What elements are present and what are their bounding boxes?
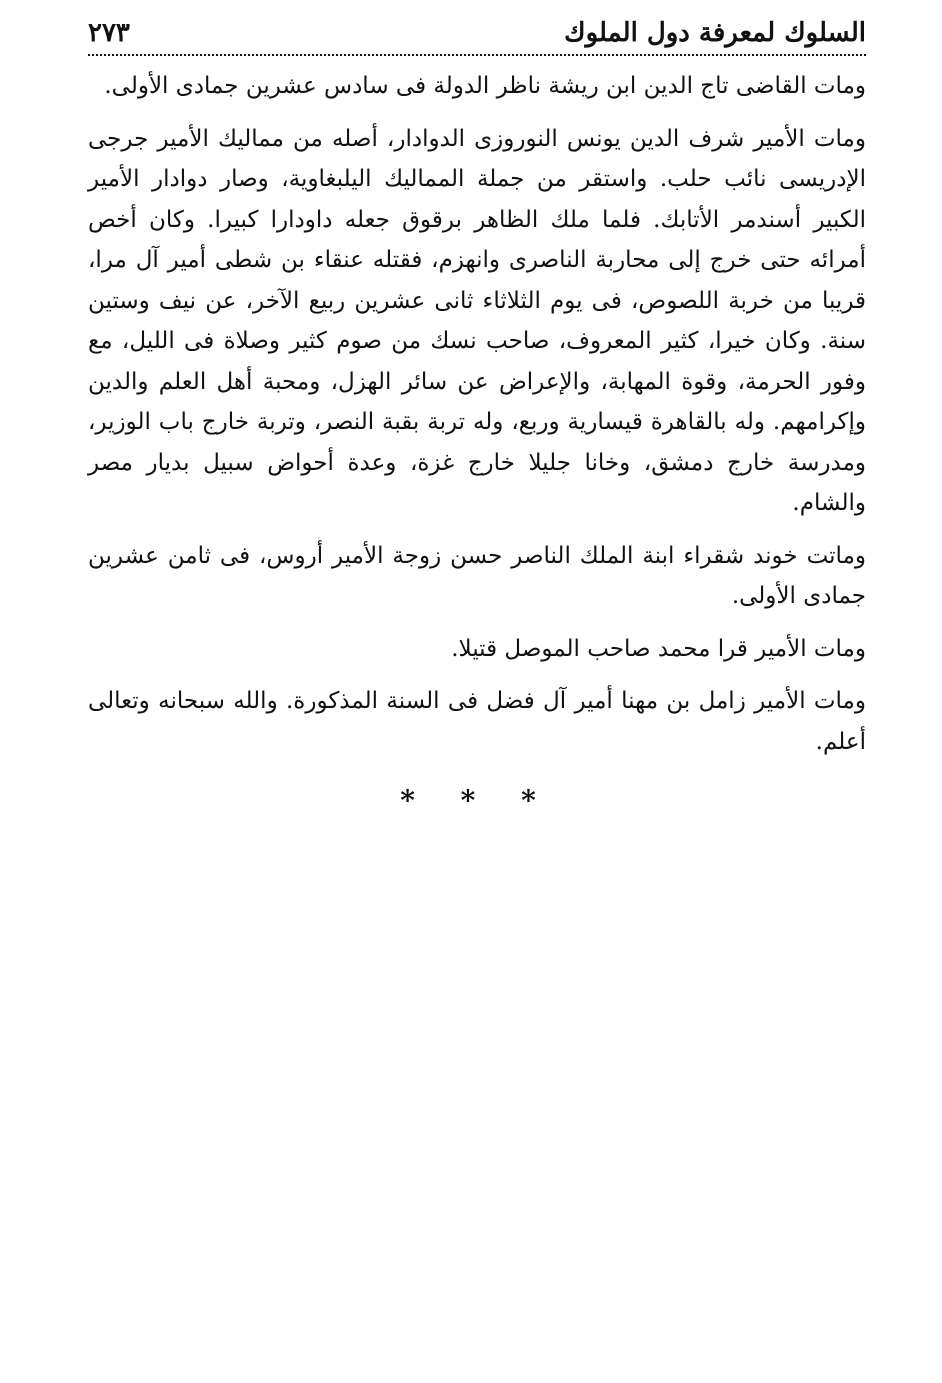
paragraph-3: وماتت خوند شقراء ابنة الملك الناصر حسن زوجة الأمير أروس، فى ثامن عشرين جمادى الأولى.	[88, 542, 866, 609]
page-number: ٢٧٣	[88, 18, 138, 48]
section-separator: * * *	[400, 784, 554, 817]
paragraph-4: ومات الأمير قرا محمد صاحب الموصل قتيلا.	[451, 635, 866, 662]
book-title: السلوك لمعرفة دول الملوك	[556, 18, 866, 48]
paragraph-1: ومات القاضى تاج الدين ابن ريشة ناظر الدولة فى سادس عشرين جمادى الأولى.	[104, 73, 866, 99]
running-header	[88, 14, 866, 56]
paragraph-2: ومات الأمير شرف الدين يونس النوروزى الدوادار، أصله من مماليك الأمير جرجى الإدريسى نائب حلب. واستقر من جملة المماليك اليلبغاوية، وصار دوادار الأمير الكبير أسندمر الأتابك. فلما ملك الظاهر برقوق جعله داودارا كبيرا. وكان أخص أمرائه حتى خرج إلى محاربة الناصرى وانهزم، فقتله عنقاء بن شطى أمير آل مرا، قريبا من خربة اللصوص، فى يوم الثلاثاء ثانى عشرين ربيع الآخر، عن نيف وستين سنة. وكان خيرا، كثير المعروف، صاحب نسك من صوم كثير وصلاة فى الليل، مع وفور الحرمة، وقوة المهابة، والإعراض عن سائر الهزل، ومحبة أهل العلم والدين وإكرامهم. وله بالقاهرة قيسارية وربع، وله تربة بقبة النصر، وتربة خارج باب الوزير، ومدرسة خارج دمشق، وخانا جليلا خارج غزة، وعدة أحواض سبيل بديار مصر والشام.	[88, 125, 866, 516]
paragraph-5: ومات الأمير زامل بن مهنا أمير آل فضل فى السنة المذكورة. والله سبحانه وتعالى أعلم.	[88, 688, 866, 755]
book-page	[88, 14, 866, 817]
